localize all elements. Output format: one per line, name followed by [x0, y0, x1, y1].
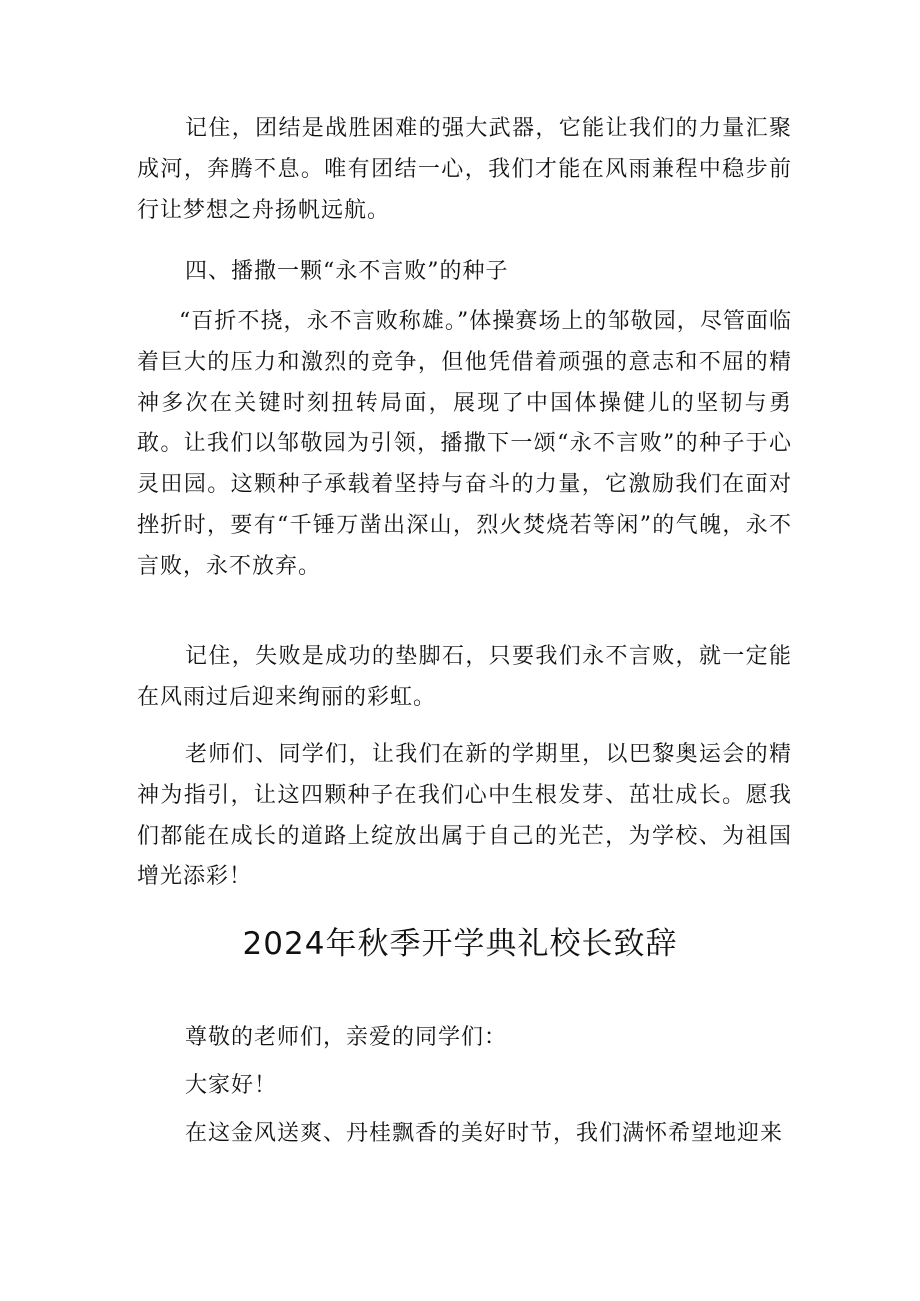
paragraph-opening: 在这金风送爽、丹桂飘香的美好时节，我们满怀希望地迎来	[185, 1121, 784, 1146]
paragraph-closing: 老师们、同学们，让我们在新的学期里，以巴黎奥运会的精神为指引，让这四颗种子在我们心中生根发芽、茁壮成长。愿我们都能在成长的道路上绽放出属于自己的光芒，为学校、为祖国增光添彩！	[137, 742, 792, 890]
section-heading-four: 四、播撒一颗“永不言败”的种子	[185, 259, 509, 284]
salutation: 尊敬的老师们，亲爱的同学们：	[185, 1025, 508, 1050]
paragraph-never-give-up: “百折不挠，永不言败称雄。”体操赛场上的邹敬园，尽管面临着巨大的压力和激烈的竞争，但他凭借着顽强的意志和不屈的精神多次在关键时刻扭转局面，展现了中国体操健儿的坚韧与勇敢。让我们以邹敬园为引领，播撒下一颂“永不言败”的种子于心灵田园。这颗种子承载着坚持与奋斗的力量，它激励我们在面对挫折时，要有“千锤万凿出深山，烈火焚烧若等闲”的气魄，永不言败，永不放弃。	[137, 309, 792, 579]
paragraph-failure-summary: 记住，失败是成功的垫脚石，只要我们永不言败，就一定能在风雨过后迎来绚丽的彩虹。	[137, 644, 792, 710]
paragraph-unity-summary: 记住，团结是战胜困难的强大武器，它能让我们的力量汇聚成河，奔腾不息。唯有团结一心，我们才能在风雨兼程中稳步前行让梦想之舟扬帆远航。	[137, 116, 792, 223]
greeting: 大家好！	[185, 1073, 278, 1098]
speech-title: 2024年秋季开学典礼校长致辞	[242, 926, 678, 962]
